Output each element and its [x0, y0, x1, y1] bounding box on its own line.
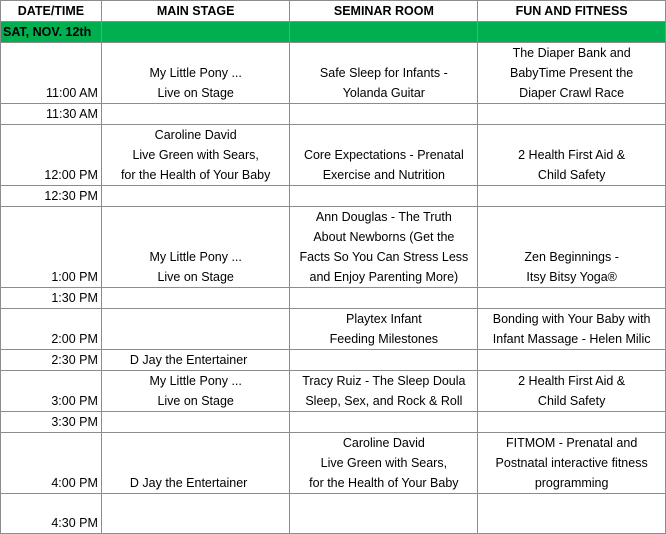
- event-text-line: Zen Beginnings -: [524, 250, 619, 264]
- event-text-line: Child Safety: [537, 168, 606, 182]
- time-slot-row: [1, 350, 666, 371]
- event-text-line: programming: [534, 476, 609, 490]
- main-stage-cell: [101, 125, 290, 186]
- event-text-line: Itsy Bitsy Yoga®: [526, 270, 617, 284]
- main-stage-cell: [101, 43, 290, 104]
- header-fun-and-fitness: FUN AND FITNESS: [478, 1, 666, 22]
- main-stage-cell: [101, 371, 290, 412]
- fun-and-fitness-cell: [478, 207, 666, 288]
- event-text-line: Bonding with Your Baby with: [492, 312, 651, 326]
- main-stage-cell: [101, 433, 290, 494]
- main-stage-cell: [101, 104, 290, 125]
- event-text-line: Ann Douglas - The Truth: [315, 210, 452, 224]
- event-text-line: 2 Health First Aid &: [518, 374, 626, 388]
- event-text-line: D Jay the Entertainer: [129, 476, 248, 490]
- event-text-line: My Little Pony ...: [149, 374, 242, 388]
- event-text-line: Exercise and Nutrition: [322, 168, 445, 182]
- seminar-room-cell: [290, 412, 478, 433]
- time-cell: 3:00 PM: [1, 371, 102, 412]
- seminar-room-cell: [290, 125, 478, 186]
- event-text-line: Infant Massage - Helen Milic: [492, 332, 651, 346]
- time-cell: 2:30 PM: [1, 350, 102, 371]
- time-slot-row: [1, 371, 666, 412]
- event-text-line: Live on Stage: [157, 86, 234, 100]
- event-text-line: Live Green with Sears,: [132, 148, 259, 162]
- event-text-line: Feeding Milestones: [329, 332, 439, 346]
- event-text-line: About Newborns (Get the: [313, 230, 455, 244]
- time-cell: 12:30 PM: [1, 186, 102, 207]
- event-text-line: D Jay the Entertainer: [129, 353, 248, 367]
- event-text-line: Yolanda Guitar: [342, 86, 425, 100]
- time-cell: 4:00 PM: [1, 433, 102, 494]
- event-text-line: for the Health of Your Baby: [309, 476, 459, 490]
- seminar-room-cell: [290, 494, 478, 534]
- time-slot-row: [1, 433, 666, 494]
- event-text-line: Child Safety: [537, 394, 606, 408]
- event-text-line: Live on Stage: [157, 270, 234, 284]
- fun-and-fitness-cell: [478, 412, 666, 433]
- event-text-line: The Diaper Bank and: [512, 46, 631, 60]
- seminar-room-cell: [290, 309, 478, 350]
- event-text-line: Diaper Crawl Race: [519, 86, 625, 100]
- main-stage-cell: [101, 207, 290, 288]
- seminar-room-cell: [290, 104, 478, 125]
- event-text-line: Sleep, Sex, and Rock & Roll: [305, 394, 463, 408]
- time-cell: 1:30 PM: [1, 288, 102, 309]
- fun-and-fitness-cell: [478, 288, 666, 309]
- time-cell: 11:30 AM: [1, 104, 102, 125]
- fun-and-fitness-cell: [478, 186, 666, 207]
- event-text-line: Live Green with Sears,: [320, 456, 448, 470]
- time-slot-row: [1, 186, 666, 207]
- event-text-line: 2 Health First Aid &: [518, 148, 626, 162]
- time-cell: 4:30 PM: [1, 494, 102, 534]
- event-text-line: Core Expectations - Prenatal: [303, 148, 464, 162]
- main-stage-cell: [101, 309, 290, 350]
- time-cell: 3:30 PM: [1, 412, 102, 433]
- header-row: [1, 1, 666, 22]
- fun-and-fitness-cell: [478, 309, 666, 350]
- time-cell: 1:00 PM: [1, 207, 102, 288]
- event-text-line: for the Health of Your Baby: [120, 168, 271, 182]
- fun-and-fitness-cell: [478, 433, 666, 494]
- date-label: SAT, NOV. 12th: [1, 22, 102, 43]
- seminar-room-cell: [290, 43, 478, 104]
- main-stage-cell: [101, 288, 290, 309]
- event-text-line: Live on Stage: [157, 394, 234, 408]
- date-row-fill-fitness: [478, 22, 666, 43]
- time-slot-row: [1, 494, 666, 534]
- seminar-room-cell: [290, 288, 478, 309]
- fun-and-fitness-cell: [478, 371, 666, 412]
- main-stage-cell: [101, 494, 290, 534]
- header-date-time: DATE/TIME: [1, 1, 102, 22]
- time-cell: 2:00 PM: [1, 309, 102, 350]
- time-slot-row: [1, 309, 666, 350]
- time-slot-row: [1, 412, 666, 433]
- event-text-line: Postnatal interactive fitness: [495, 456, 648, 470]
- date-row-fill-seminar: [290, 22, 478, 43]
- header-main-stage: MAIN STAGE: [101, 1, 290, 22]
- time-slot-row: [1, 43, 666, 104]
- seminar-room-cell: [290, 433, 478, 494]
- event-text-line: Caroline David: [154, 128, 237, 142]
- header-seminar-room: SEMINAR ROOM: [290, 1, 478, 22]
- event-text-line: Caroline David: [342, 436, 425, 450]
- time-cell: 12:00 PM: [1, 125, 102, 186]
- main-stage-cell: [101, 412, 290, 433]
- event-text-line: Safe Sleep for Infants -: [319, 66, 448, 80]
- schedule-body: [1, 1, 666, 534]
- event-text-line: My Little Pony ...: [149, 250, 242, 264]
- fun-and-fitness-cell: [478, 125, 666, 186]
- event-text-line: My Little Pony ...: [149, 66, 242, 80]
- seminar-room-cell: [290, 207, 478, 288]
- main-stage-cell: [101, 186, 290, 207]
- event-text-line: Facts So You Can Stress Less: [299, 250, 469, 264]
- event-text-line: Tracy Ruiz - The Sleep Doula: [302, 374, 466, 388]
- time-slot-row: [1, 104, 666, 125]
- fun-and-fitness-cell: [478, 350, 666, 371]
- seminar-room-cell: [290, 350, 478, 371]
- event-text-line: and Enjoy Parenting More): [309, 270, 459, 284]
- time-cell: 11:00 AM: [1, 43, 102, 104]
- date-row-fill-main: [101, 22, 290, 43]
- event-text-line: BabyTime Present the: [510, 66, 634, 80]
- time-slot-row: [1, 207, 666, 288]
- time-slot-row: [1, 125, 666, 186]
- seminar-room-cell: [290, 186, 478, 207]
- event-text-line: FITMOM - Prenatal and: [505, 436, 638, 450]
- seminar-room-cell: [290, 371, 478, 412]
- time-slot-row: [1, 288, 666, 309]
- fun-and-fitness-cell: [478, 43, 666, 104]
- main-stage-cell: [101, 350, 290, 371]
- date-row: [1, 22, 666, 43]
- fun-and-fitness-cell: [478, 494, 666, 534]
- event-text-line: Playtex Infant: [345, 312, 422, 326]
- fun-and-fitness-cell: [478, 104, 666, 125]
